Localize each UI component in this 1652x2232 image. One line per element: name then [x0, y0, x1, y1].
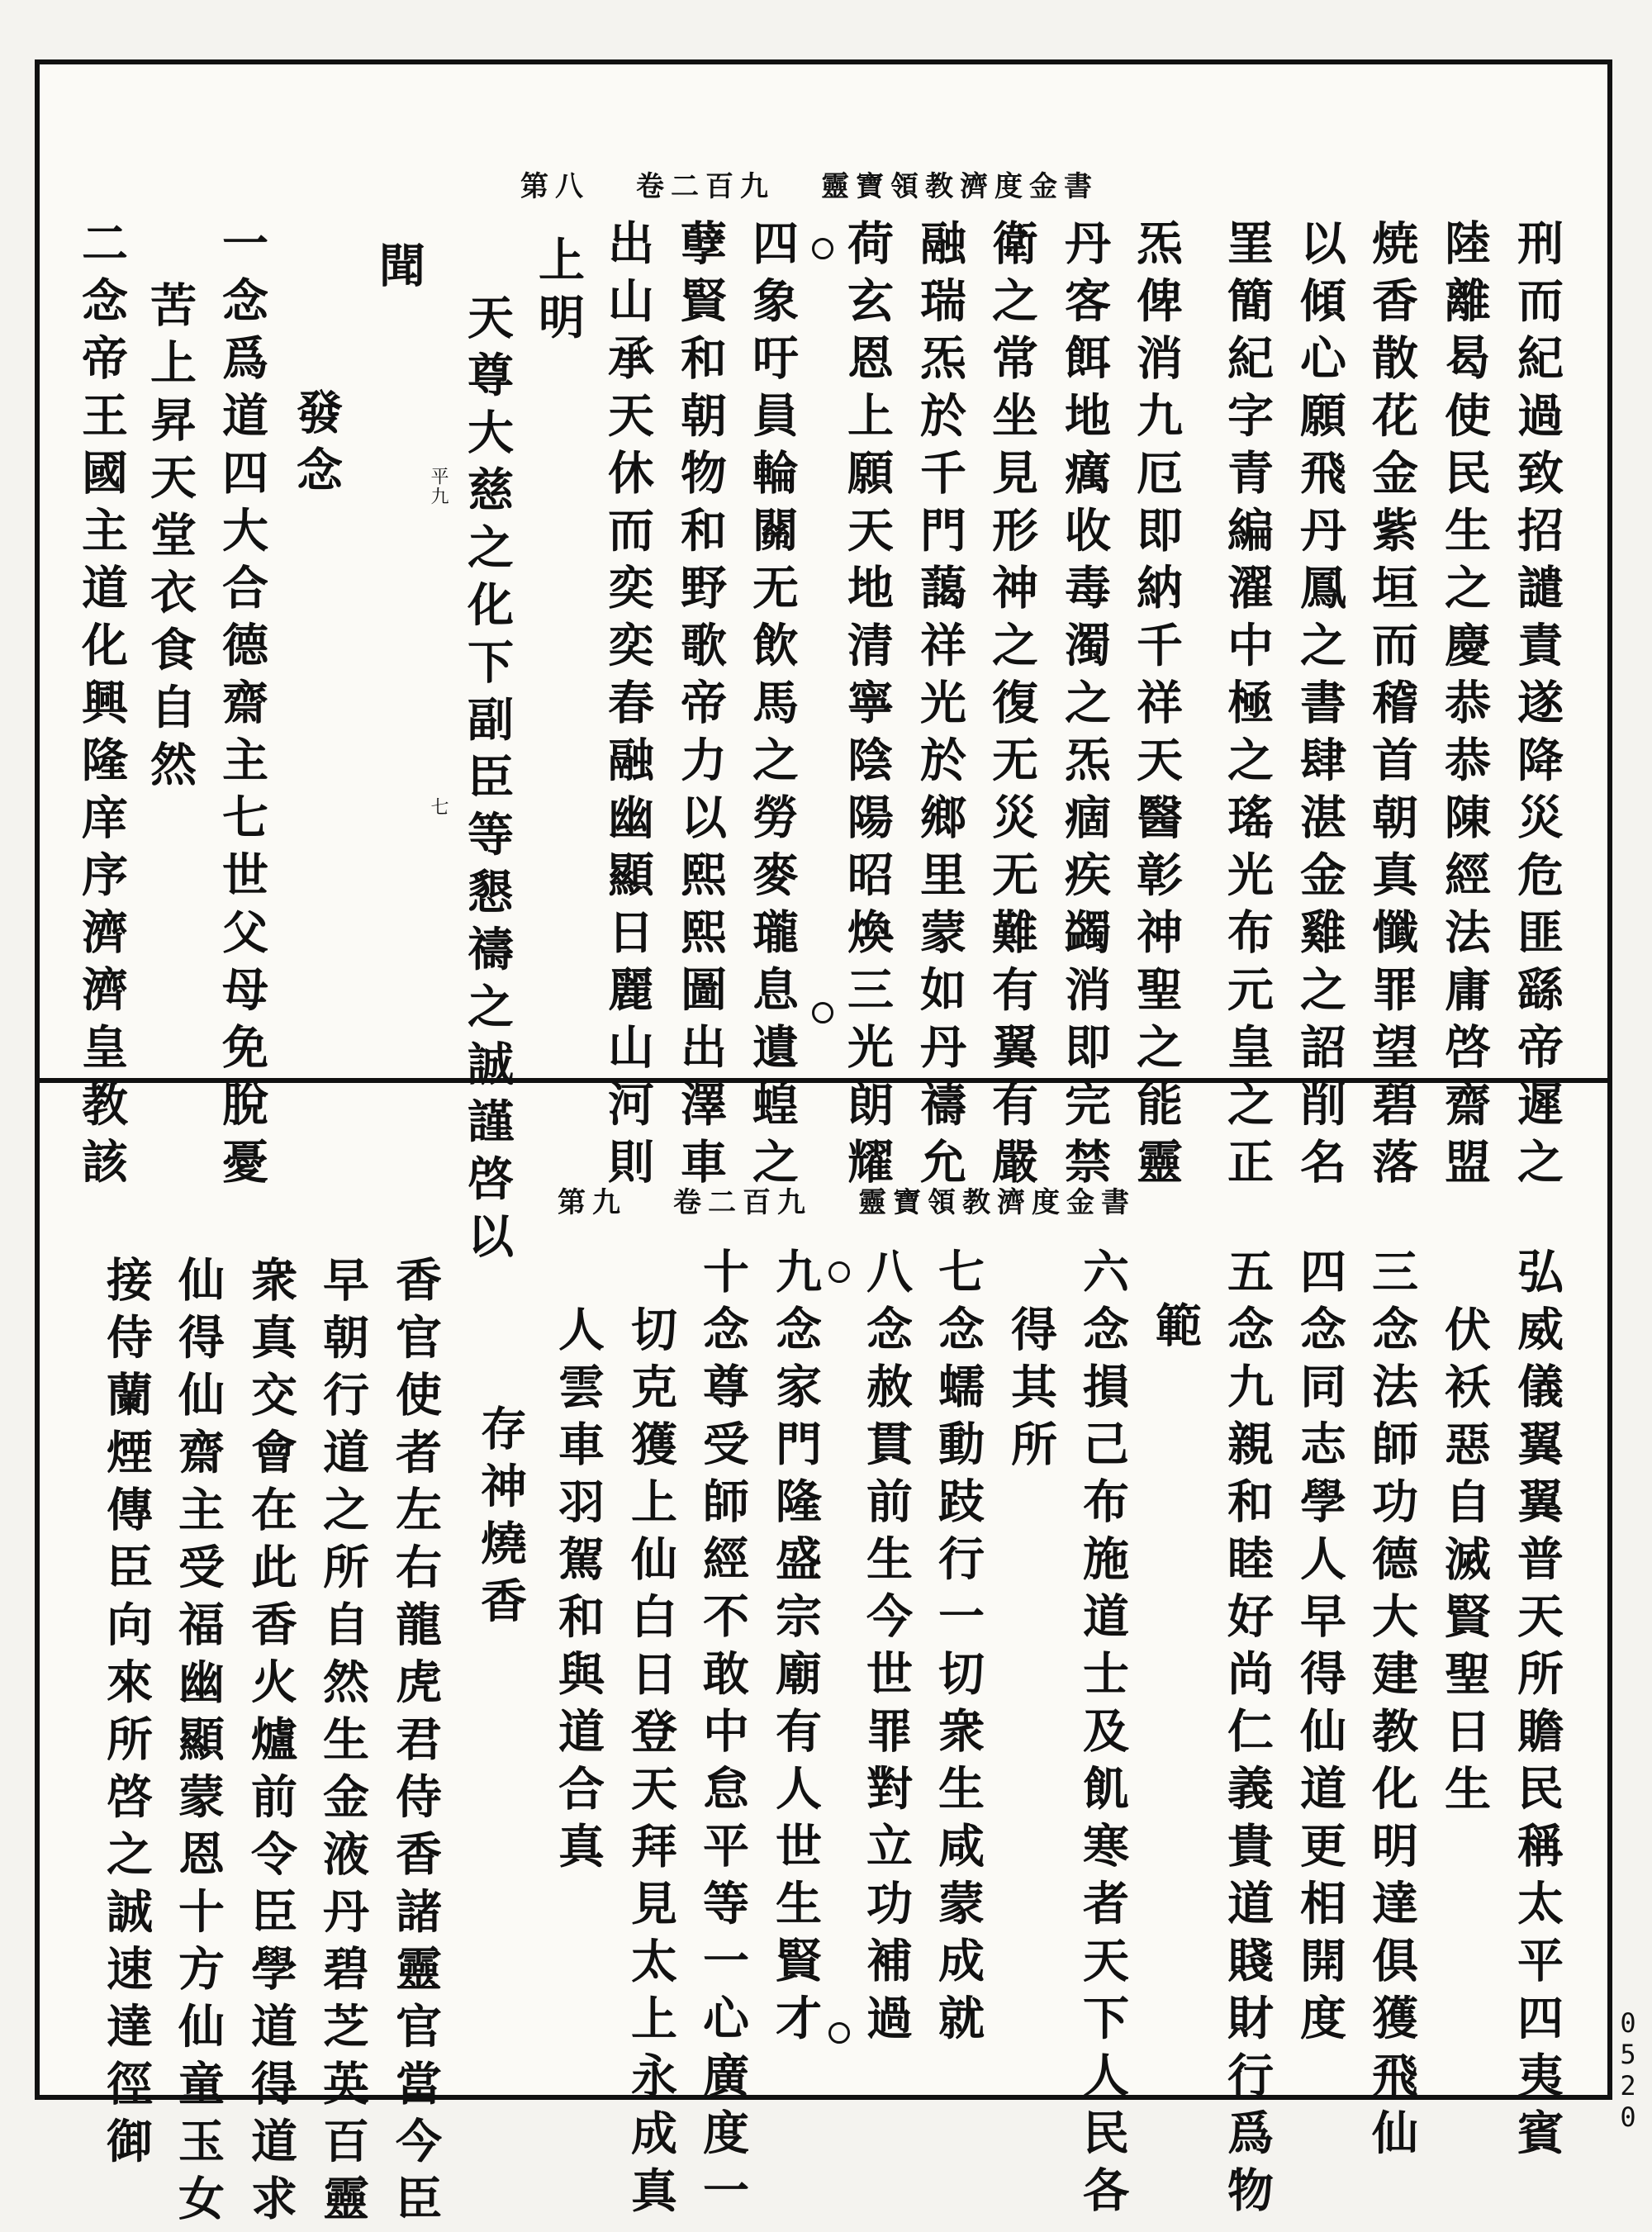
top-col-6: 炁俾消九厄即納千祥天醫彰神聖之能靈 [1129, 219, 1184, 1195]
bottom-col-9: 七念蠕動跂行一切衆生咸蒙成就 [931, 1247, 985, 2051]
bottom-col-10: 八念赦貫前生今世罪對立功補過 [859, 1247, 914, 2051]
top-header-volume: 卷二百九 [636, 170, 775, 203]
top-col-10: 荷玄恩上願天地清寧陰陽昭煥三光朗耀 [840, 219, 895, 1195]
bottom-col-20: 接侍蘭煙傳臣向來所啓之誠速達徑御 [99, 1256, 154, 2174]
top-col-3: 焼香散花金紫垣而稽首朝真懺罪望碧落 [1365, 219, 1419, 1195]
top-header-title: 靈寶領教濟度金書 [821, 170, 1099, 203]
bottom-header-title: 靈寶領教濟度金書 [858, 1186, 1136, 1219]
top-col-15: 天尊大慈之化下副臣等懇禱之誠謹啓以 [460, 293, 515, 1270]
bottom-col-12: 十念尊受師經不敢中怠平等一心廣度一 [695, 1247, 750, 2224]
top-col-2: 陸離曷使民生之慶恭恭陳經法庸啓齋盟 [1437, 219, 1492, 1195]
bottom-col-7: 六念損己布施道士及飢寒者天下人民各 [1075, 1247, 1130, 2224]
bottom-col-13: 切克獲上仙白日登天拜見太上永成真 [624, 1305, 678, 2224]
top-note-2: 七 [428, 797, 449, 817]
bottom-header-volume: 卷二百九 [673, 1186, 812, 1219]
top-col-20: 二念帝王國主道化興隆庠序濟濟皇教該 [74, 219, 129, 1195]
bottom-header [558, 1180, 1136, 1220]
bottom-col-5: 五念九親和睦好尚仁義貴道賤財行爲物 [1220, 1247, 1275, 2224]
top-col-13: 出山承天休而奕奕春融幽顯日麗山河則 [601, 219, 655, 1195]
top-col-4: 以傾心願飛丹鳳之書肆湛金雞之詔削名 [1293, 219, 1347, 1195]
paragraph-circle-mark [812, 1002, 833, 1023]
bottom-col-15: 存神燒香 [473, 1404, 528, 1634]
paragraph-circle-mark [812, 238, 833, 259]
bottom-col-1: 弘威儀翼翼普天所贍民稱太平四夷賓 [1510, 1247, 1564, 2166]
top-col-18: 一念爲道四大合德齋主七世父母免脫憂 [215, 219, 269, 1195]
bottom-col-8: 得其所 [1004, 1305, 1058, 1478]
bottom-col-6: 範 [1148, 1301, 1203, 1359]
bottom-col-11: 九念家門隆盛宗廟有人世生賢才 [768, 1247, 823, 2051]
top-col-1: 刑而紀過致招譴責遂降災危匪繇帝遲之 [1510, 219, 1564, 1195]
bottom-col-19: 仙得仙齋主受福幽顯蒙恩十方仙童玉女 [171, 1256, 225, 2232]
top-col-14: 上明 [531, 235, 586, 350]
top-col-9: 融瑞炁於千門藹祥光於鄉里蒙如丹禱允 [913, 219, 967, 1195]
bottom-col-4: 四念同志學人早得仙道更相開度 [1293, 1247, 1347, 2051]
bottom-col-18: 衆真交會在此香火爐前令臣學道得道求 [244, 1256, 298, 2232]
paragraph-circle-mark [828, 2022, 850, 2044]
paragraph-circle-mark [828, 1261, 850, 1283]
page-number: 0520 [1612, 2007, 1644, 2133]
bottom-col-3: 三念法師功德大建教化明達俱獲飛仙 [1365, 1247, 1419, 2166]
top-col-19: 苦上昇天堂衣食自然 [143, 281, 197, 798]
top-col-11: 四象吁員輪關无飲馬之勞麥瓏息遺蝗之 [745, 219, 800, 1195]
bottom-col-2: 伏袄惡自滅賢聖日生 [1437, 1305, 1492, 1822]
top-col-17: 發念 [289, 388, 344, 503]
top-note-1: 平九 [428, 467, 449, 506]
top-col-16: 聞 [372, 241, 426, 299]
bottom-col-17: 早朝行道之所自然生金液丹碧芝英百靈 [316, 1256, 370, 2232]
top-col-12: 孽賢和朝物和野歌帝力以熙熙圖出澤車 [673, 219, 728, 1195]
top-col-7: 丹客餌地癘收毒濁之炁痼疾蠲消即完禁 [1057, 219, 1112, 1195]
top-header-folio: 第八 [520, 170, 590, 203]
top-header [520, 164, 1099, 204]
top-col-5: 罣簡紀字青編濯中極之瑤光布元皇之正 [1220, 219, 1275, 1195]
bottom-header-folio: 第九 [558, 1186, 627, 1219]
bottom-col-14: 人雲車羽駕和與道合真 [551, 1305, 605, 1879]
top-col-8: 衛之常坐見形神之復无災无難有翼有嚴 [985, 219, 1039, 1195]
bottom-col-16: 香官使者左右龍虎君侍香諸靈官當今臣 [388, 1256, 443, 2232]
